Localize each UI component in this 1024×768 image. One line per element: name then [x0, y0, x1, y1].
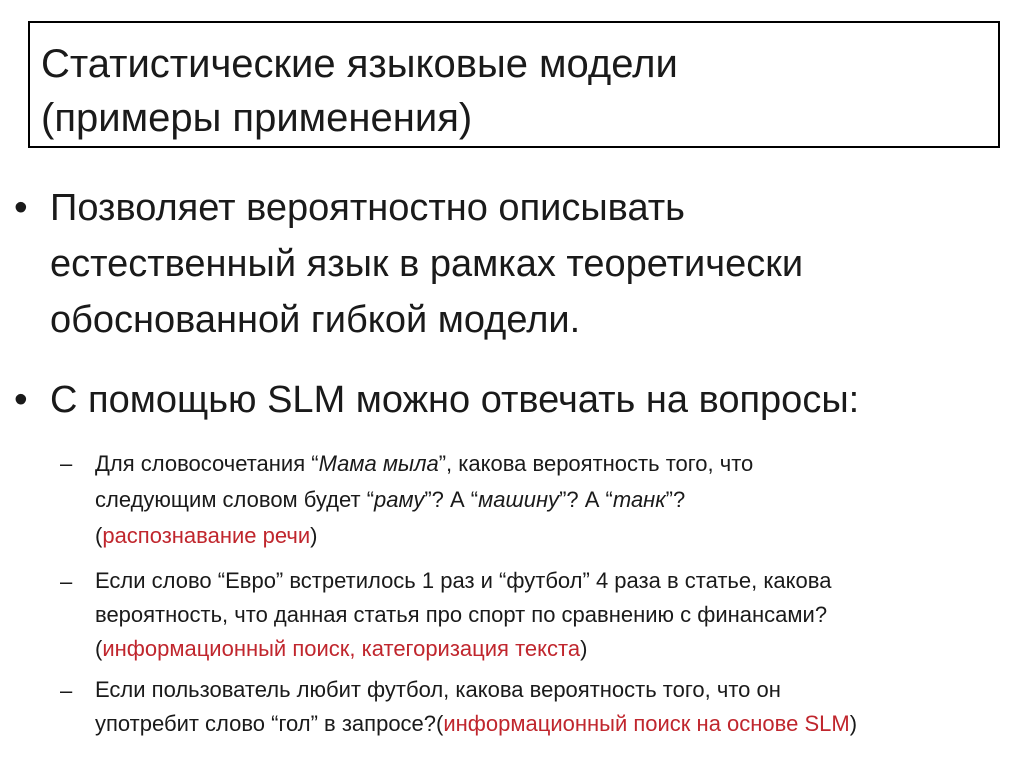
bullet-2-text [50, 372, 859, 428]
bullet-2-line-1: С помощью SLM можно отвечать на вопросы: [50, 379, 860, 421]
subitem-2-line-3: (информационный поиск, категоризация текста) [95, 636, 588, 661]
subitem-2-dash: – [60, 569, 73, 594]
subitem-2-line-2: вероятность, что данная статья про спорт по сравнению с финансами? [95, 602, 828, 627]
subitem-1-line-3: (распознавание речи) [95, 523, 318, 548]
subitem-3-line-1: Если пользователь любит футбол, какова вероятность того, что он [95, 677, 781, 702]
subitem-1-line-2: следующим словом будет “раму”? А “машину”? А “танк”? [95, 487, 686, 512]
subitem-3-application: информационный поиск на основе SLM [443, 711, 850, 736]
bullet-1-line-2: естественный язык в рамках теоретически [50, 243, 804, 285]
slide-title-line-1: Статистические языковые модели [41, 42, 678, 86]
bullet-marker-2: • [14, 378, 28, 421]
bullet-1-line-1: Позволяет вероятностно описывать [50, 187, 685, 229]
slide-title-line-2: (примеры применения) [41, 96, 473, 140]
bullet-1-text [50, 180, 803, 348]
bullet-1-line-3: обоснованной гибкой модели. [50, 299, 581, 341]
bullet-marker-1: • [14, 186, 28, 229]
subitem-2-application: информационный поиск, категоризация текста [102, 636, 581, 661]
subitem-1-line-1: Для словосочетания “Мама мыла”, какова вероятность того, что [95, 451, 754, 476]
subitem-3-dash: – [60, 678, 73, 703]
subitem-1 [60, 446, 1000, 554]
subitem-1-dash: – [60, 451, 73, 476]
subitem-1-application: распознавание речи [102, 523, 311, 548]
subitem-3-line-2: употребит слово “гол” в запросе?(информационный поиск на основе SLM) [95, 711, 858, 736]
subitem-3 [60, 673, 1000, 741]
slide-title-box [28, 21, 1000, 148]
subitem-2 [60, 564, 1000, 666]
subitem-2-line-1: Если слово “Евро” встретилось 1 раз и “футбол” 4 раза в статье, какова [95, 568, 832, 593]
